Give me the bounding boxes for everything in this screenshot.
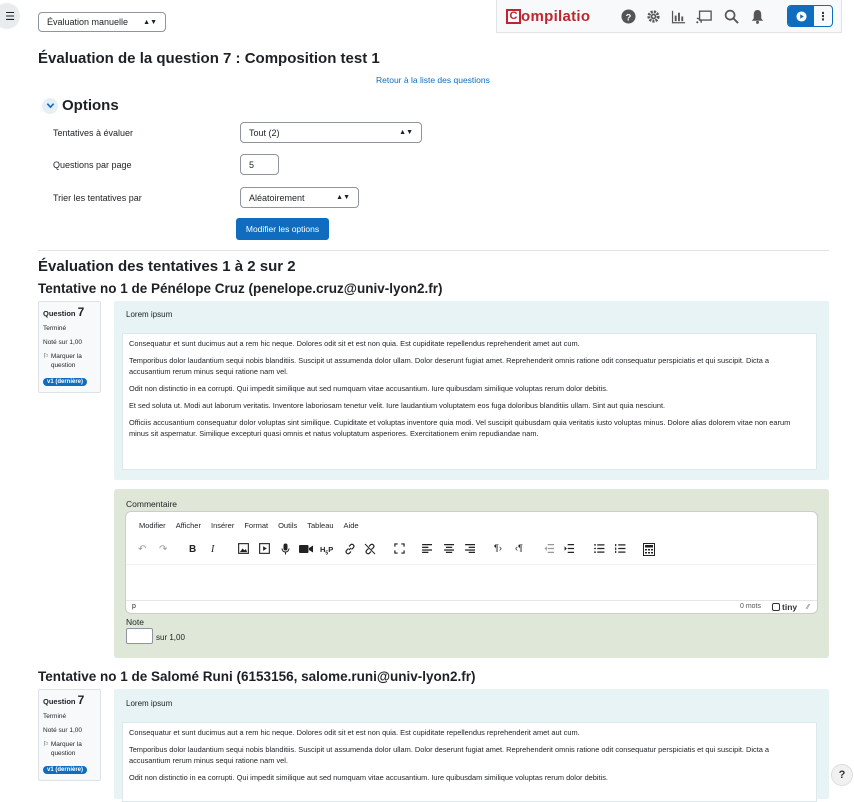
menu-help[interactable]: Aide xyxy=(343,521,359,530)
per-page-input[interactable]: 5 xyxy=(240,154,279,175)
align-center-icon[interactable] xyxy=(444,544,455,556)
help-icon[interactable] xyxy=(620,8,636,24)
drawer-toggle-button[interactable] xyxy=(0,3,20,29)
h5p-icon[interactable]: $H_5P$ xyxy=(320,545,334,557)
search-icon[interactable] xyxy=(723,8,739,24)
flag-question-link[interactable]: ⚐ Marquer la question xyxy=(43,741,82,757)
indent-icon[interactable] xyxy=(564,544,575,556)
chevron-icon: ▲▼ xyxy=(336,194,350,201)
response-paragraph: Odit non distinctio in ea corrupti. Qui impedit similique aut sed numquam vitae accusantium. Iure quibusdam similique voluptas rerum dolor debitis. xyxy=(129,384,608,393)
chevron-icon: ▲▼ xyxy=(399,129,413,136)
element-path: p xyxy=(132,603,136,610)
note-input[interactable] xyxy=(126,628,153,644)
unlink-icon[interactable] xyxy=(364,543,376,558)
attempt-title: Tentative no 1 de Pénélope Cruz (penelope.cruz@univ-lyon2.fr) xyxy=(38,281,443,296)
question-label: Question xyxy=(43,309,76,318)
undo-icon[interactable]: ↶ xyxy=(138,544,147,555)
image-icon[interactable] xyxy=(238,543,249,557)
response-paragraph: Consequatur et sunt ducimus aut a rem hic neque. Dolores odit sit et est non quia. Est cupiditate repellendus reprehenderit amet aut cum. xyxy=(129,728,580,737)
question-info xyxy=(38,301,101,393)
attempts-label: Tentatives à évaluer xyxy=(53,128,134,138)
back-to-questions-link[interactable]: Retour à la liste des questions xyxy=(376,75,490,85)
flag-icon: ⚐ xyxy=(43,741,49,748)
chart-bar-icon[interactable] xyxy=(670,8,686,24)
compilatio-logo-mark: C xyxy=(506,9,521,24)
grading-heading: Évaluation des tentatives 1 à 2 sur 2 xyxy=(38,258,296,275)
response-paragraph: Consequatur et sunt ducimus aut a rem hic neque. Dolores odit sit et est non quia. Est cupiditate repellendus reprehenderit amet aut cum. xyxy=(129,339,580,348)
menu-insert[interactable]: Insérer xyxy=(210,521,235,530)
menu-table[interactable]: Tableau xyxy=(307,521,334,530)
svg-text:?: ? xyxy=(625,11,631,22)
flag-question-link[interactable]: ⚐ Marquer la question xyxy=(43,353,82,369)
word-count: 0 mots xyxy=(740,603,762,610)
resize-handle-icon[interactable]: ⁄⁄ xyxy=(807,604,810,611)
bold-icon[interactable]: B xyxy=(189,544,197,555)
align-right-icon[interactable] xyxy=(465,544,476,556)
ltr-icon[interactable]: ¶› xyxy=(494,543,502,553)
question-number: 7 xyxy=(77,305,85,319)
version-badge: v1 (dernière) xyxy=(43,378,87,386)
question-number: 7 xyxy=(77,693,85,707)
rtl-icon[interactable]: ‹¶ xyxy=(515,543,523,553)
version-badge: v1 (dernière) xyxy=(43,766,87,774)
link-icon[interactable] xyxy=(344,543,356,558)
question-text: Lorem ipsum xyxy=(126,310,173,319)
sort-select[interactable]: Aléatoirement ▲▼ xyxy=(240,187,359,208)
align-left-icon[interactable] xyxy=(422,544,433,556)
outdent-icon[interactable] xyxy=(544,544,555,556)
question-content xyxy=(114,301,829,480)
bullet-list-icon[interactable] xyxy=(594,544,605,556)
tiny-logo-icon xyxy=(772,603,780,611)
question-info xyxy=(38,689,101,781)
response-paragraph: Temporibus dolor laudantium sequi nobis blanditiis. Suscipit ut assumenda dolor ullam. Dolor deserunt fugiat amet. Reprehenderit omnis ratione odit consequatur perspiciatis et qui suscipit. Dicta a accusantium rerum minus sequi ratione nam vel. xyxy=(129,745,770,765)
bell-icon[interactable] xyxy=(749,8,765,24)
attempt-title: Tentative no 1 de Salomé Runi (6153156, salome.runi@univ-lyon2.fr) xyxy=(38,669,476,684)
fullscreen-icon[interactable] xyxy=(394,543,405,557)
per-page-label: Questions par page xyxy=(53,160,132,170)
attempts-select[interactable]: Tout (2) ▲▼ xyxy=(240,122,422,143)
help-floating-button[interactable] xyxy=(831,764,853,786)
question-label: Question xyxy=(43,697,76,706)
calculator-icon[interactable] xyxy=(643,543,655,559)
question-mark-icon: ? xyxy=(838,769,846,781)
response-paragraph: Et sed soluta ut. Modi aut laborum veritatis. Inventore laboriosam tenetur velit. Iure laudantium voluptatem eos fuga doloribus blanditiis ullam. Sint aut quia nesciunt. xyxy=(129,401,666,410)
menu-tools[interactable]: Outils xyxy=(278,521,298,530)
media-icon[interactable] xyxy=(259,543,270,557)
grading-mode-select[interactable]: Évaluation manuelle ▲▼ xyxy=(38,12,166,32)
options-heading: Options xyxy=(62,97,119,114)
response-text xyxy=(122,722,817,802)
response-paragraph: Temporibus dolor laudantium sequi nobis blanditiis. Suscipit ut assumenda dolor ullam. Dolor deserunt fugiat amet. Reprehenderit omnis ratione odit consequatur perspiciatis et qui suscipit. Dicta a accusantium rerum minus sequi ratione nam vel. xyxy=(129,356,770,376)
page-title: Évaluation de la question 7 : Composition test 1 xyxy=(38,50,380,67)
compilatio-logo-text: ompilatio xyxy=(521,7,591,25)
numbered-list-icon[interactable] xyxy=(615,544,626,556)
flag-icon: ⚐ xyxy=(43,353,49,360)
question-mark: Noté sur 1,00 xyxy=(43,727,83,734)
comment-label: Commentaire xyxy=(126,499,178,509)
cast-icon[interactable] xyxy=(696,8,712,24)
question-content xyxy=(114,689,829,799)
options-collapse-toggle[interactable] xyxy=(42,97,119,114)
menu-view[interactable]: Afficher xyxy=(175,521,201,530)
redo-icon[interactable]: ↷ xyxy=(159,544,168,555)
response-paragraph: Officiis accusantium consequatur dolor voluptas sint similique. Cupiditate et voluptas inventore quia modi. Vel suscipit quibusdam quia veritatis iusto voluptas minus. Dolore alias dolorem vitae non earum minus sit aspernatur. Similique excepturi quasi omnis et natus voluptatum asperiores. Exercitationem enim repudiandae nam. xyxy=(129,418,791,438)
question-state: Terminé xyxy=(43,713,67,720)
compilatio-logo[interactable] xyxy=(506,7,590,25)
sort-label: Trier les tentatives par xyxy=(53,193,142,203)
response-paragraph: Odit non distinctio in ea corrupti. Qui impedit similique aut sed numquam vitae accusantium. Iure quibusdam similique voluptas rerum dolor debitis. xyxy=(129,773,608,782)
top-toolbar xyxy=(496,0,842,33)
gear-icon[interactable] xyxy=(645,8,661,24)
play-icon xyxy=(788,6,814,26)
list-icon: ☰ xyxy=(5,10,15,23)
question-mark: Noté sur 1,00 xyxy=(43,339,83,346)
question-state: Terminé xyxy=(43,325,67,332)
editor-statusbar xyxy=(126,600,817,614)
editor-menubar xyxy=(139,521,369,530)
italic-icon[interactable]: I xyxy=(211,544,215,555)
comment-panel xyxy=(114,489,829,658)
tiny-logo[interactable]: tiny xyxy=(772,602,797,612)
comment-editor xyxy=(125,511,818,614)
note-label: Note xyxy=(126,617,144,627)
divider xyxy=(38,250,829,251)
note-max: sur 1,00 xyxy=(156,633,185,642)
update-options-button[interactable]: Modifier les options xyxy=(236,218,329,240)
chevron-icon: ▲▼ xyxy=(143,18,157,26)
microphone-icon[interactable] xyxy=(281,543,290,558)
menu-format[interactable]: Format xyxy=(244,521,269,530)
video-camera-icon[interactable] xyxy=(299,544,313,557)
user-menu-button[interactable] xyxy=(787,5,833,27)
menu-edit[interactable]: Modifier xyxy=(139,521,166,530)
response-text xyxy=(122,333,817,470)
editor-textarea[interactable] xyxy=(127,564,816,599)
kebab-icon: ⋮ xyxy=(817,10,829,23)
chevron-down-icon xyxy=(42,98,58,114)
question-text: Lorem ipsum xyxy=(126,699,173,708)
